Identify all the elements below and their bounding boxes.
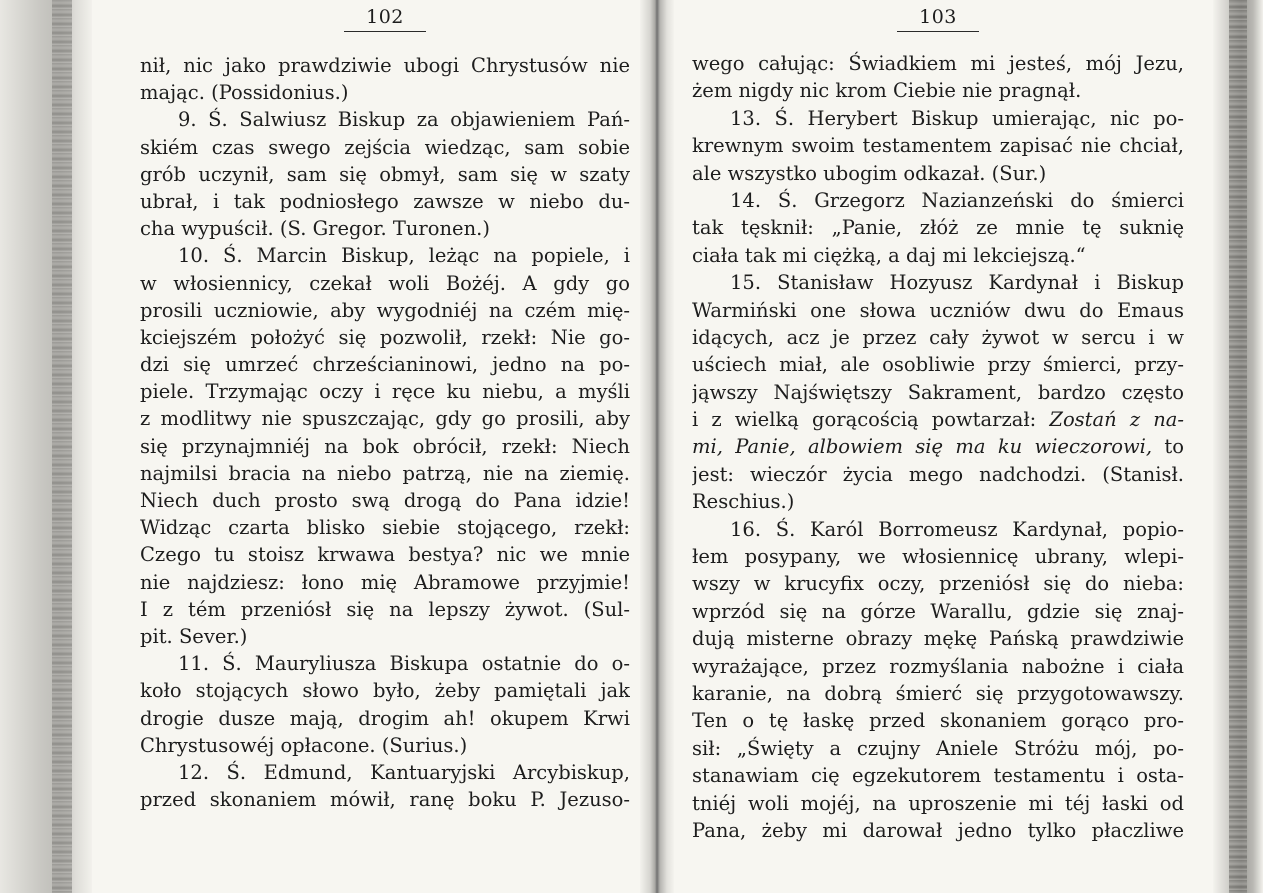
text-line: Reschius.) bbox=[692, 490, 795, 514]
text-line: jest: wieczór życia mego nadchodzi. (Stanisł. bbox=[692, 462, 1184, 486]
text-line: wszy w krucyfix oczy, przeniósł się do nieba: bbox=[692, 572, 1184, 596]
right-page-text bbox=[692, 50, 1184, 844]
left-page-number bbox=[140, 6, 630, 32]
text-line: 12. Ś. Edmund, Kantuaryjski Arcybiskup, bbox=[178, 760, 630, 784]
text-line: mi, Panie, albowiem się ma ku wieczorowi, to bbox=[692, 435, 1184, 459]
text-line: Chrystusowéj opłacone. (Surius.) bbox=[140, 733, 468, 757]
text-line: mając. (Possidonius.) bbox=[140, 81, 349, 105]
text-line: w włosiennicy, czekał woli Bożéj. A gdy go bbox=[140, 271, 630, 295]
text-line: wego całując: Świadkiem mi jesteś, mój Jezu, bbox=[692, 52, 1184, 75]
left-page bbox=[140, 0, 630, 893]
text-line: dują misterne obrazy mękę Pańską prawdziwie bbox=[692, 627, 1184, 651]
text-line: wyrażające, przez rozmyślania nabożne i ciała bbox=[692, 654, 1184, 678]
text-line: stanawiam cię egzekutorem testamentu i osta- bbox=[692, 764, 1184, 788]
text-line: 9. Ś. Salwiusz Biskup za objawieniem Pań- bbox=[178, 108, 630, 132]
text-line: łem posypany, we włosiennicę ubrany, wlepi- bbox=[692, 545, 1184, 569]
text-line: Widząc czarta blisko siebie stojącego, rzekł: bbox=[140, 516, 630, 540]
text-line: ale wszystko ubogim odkazał. (Sur.) bbox=[692, 161, 1047, 185]
text-line: 10. Ś. Marcin Biskup, leżąc na popiele, i bbox=[178, 244, 630, 268]
text-line: nił, nic jako prawdziwie ubogi Chrystusów nie bbox=[140, 54, 630, 77]
text-line: jąwszy Najświętszy Sakrament, bardzo często bbox=[692, 380, 1184, 404]
text-line: uściech miał, ale osobliwie przy śmierci, przy- bbox=[692, 353, 1184, 377]
text-line: pit. Sever.) bbox=[140, 624, 248, 648]
scan-edge-left-strip bbox=[52, 0, 72, 893]
text-line: i z wielką gorącością powtarzał: Zostań z na- bbox=[692, 408, 1184, 432]
text-line: 11. Ś. Mauryliusza Biskupa ostatnie do o- bbox=[178, 652, 630, 676]
text-line: sił: „Święty a czujny Aniele Stróżu mój, po- bbox=[692, 736, 1184, 760]
right-page-number-text: 103 bbox=[897, 6, 979, 32]
text-line: grób uczynił, sam się obmył, sam się w szaty bbox=[140, 162, 630, 186]
text-line: Niech duch prosto swą drogą do Pana idzie! bbox=[140, 489, 630, 512]
italic-quote: mi, Panie, albowiem się ma ku wieczorowi, bbox=[692, 435, 1153, 459]
text-line: prosili uczniowie, aby wygodniéj na czém mię- bbox=[140, 298, 630, 322]
text-line: drogie dusze mają, drogim ah! okupem Krwi bbox=[140, 706, 630, 730]
text-line: Warmiński one słowa uczniów dwu do Emaus bbox=[692, 298, 1184, 322]
text-line: 16. Ś. Karól Borromeusz Kardynał, popio- bbox=[730, 517, 1184, 541]
text-line: idących, acz je przez cały żywot w sercu i w bbox=[692, 325, 1184, 349]
text-line: skiém czas swego zejścia wiedząc, sam sobie bbox=[140, 135, 630, 159]
scan-edge-right-strip bbox=[1229, 0, 1247, 893]
text-line: tniéj woli mojéj, na uproszenie mi téj łaski od bbox=[692, 791, 1184, 815]
text-line: z modlitwy nie spuszczając, gdy go prosili, aby bbox=[140, 407, 630, 431]
text-line: ubrał, i tak podniosłego zawsze w niebo du- bbox=[140, 189, 630, 213]
text-line: tak tęsknił: „Panie, złóż ze mnie tę suknię bbox=[692, 216, 1184, 240]
text-line: najmilsi bracia na niebo patrzą, nie na ziemię. bbox=[140, 461, 630, 485]
text-line: Ten o tę łaskę przed skonaniem gorąco pro- bbox=[692, 709, 1184, 733]
right-page-number bbox=[692, 6, 1184, 32]
text-line: Czego tu stoisz krwawa bestya? nic we mnie bbox=[140, 543, 630, 567]
book-gutter bbox=[640, 0, 674, 893]
text-line: się przynajmniéj na bok obrócił, rzekł: Niech bbox=[140, 434, 630, 458]
scan-edge-left bbox=[0, 0, 92, 893]
text-line: I z tém przeniósł się na lepszy żywot. (Sul- bbox=[140, 597, 630, 621]
text-line: Pana, żeby mi darował jedno tylko płaczliwe bbox=[692, 818, 1184, 842]
text-line: krewnym swoim testamentem zapisać nie chciał, bbox=[692, 134, 1184, 158]
left-page-number-text: 102 bbox=[344, 6, 426, 32]
text-line: koło stojących słowo było, żeby pamiętali jak bbox=[140, 679, 630, 703]
text-line: kciejszém położyć się pozwolił, rzekł: Nie go- bbox=[140, 325, 630, 349]
left-page-text bbox=[140, 52, 630, 813]
text-line: cha wypuścił. (S. Gregor. Turonen.) bbox=[140, 217, 490, 241]
text-line: przed skonaniem mówił, ranę boku P. Jezuso- bbox=[140, 788, 630, 812]
text-line: 13. Ś. Herybert Biskup umierając, nic po- bbox=[730, 106, 1184, 130]
text-line: żem nigdy nic krom Ciebie nie pragnął. bbox=[692, 79, 1082, 103]
right-page bbox=[692, 0, 1184, 893]
text-line: nie najdziesz: łono mię Abramowe przyjmie! bbox=[140, 570, 630, 594]
text-line: karanie, na dobrą śmierć się przygotowawszy. bbox=[692, 681, 1184, 705]
italic-quote: Zostań z na- bbox=[1049, 408, 1184, 432]
text-line: dzi się umrzeć chrześcianinowi, jedno na po- bbox=[140, 353, 630, 377]
text-line: piele. Trzymając oczy i ręce ku niebu, a myśli bbox=[140, 380, 630, 404]
text-line: 15. Stanisław Hozyusz Kardynał i Biskup bbox=[730, 271, 1184, 295]
text-line: 14. Ś. Grzegorz Nazianzeński do śmierci bbox=[730, 188, 1184, 212]
text-line: wprzód się na górze Warallu, gdzie się znaj- bbox=[692, 599, 1184, 623]
text-line: ciała tak mi ciężką, a daj mi lekciejszą.“ bbox=[692, 243, 1086, 267]
